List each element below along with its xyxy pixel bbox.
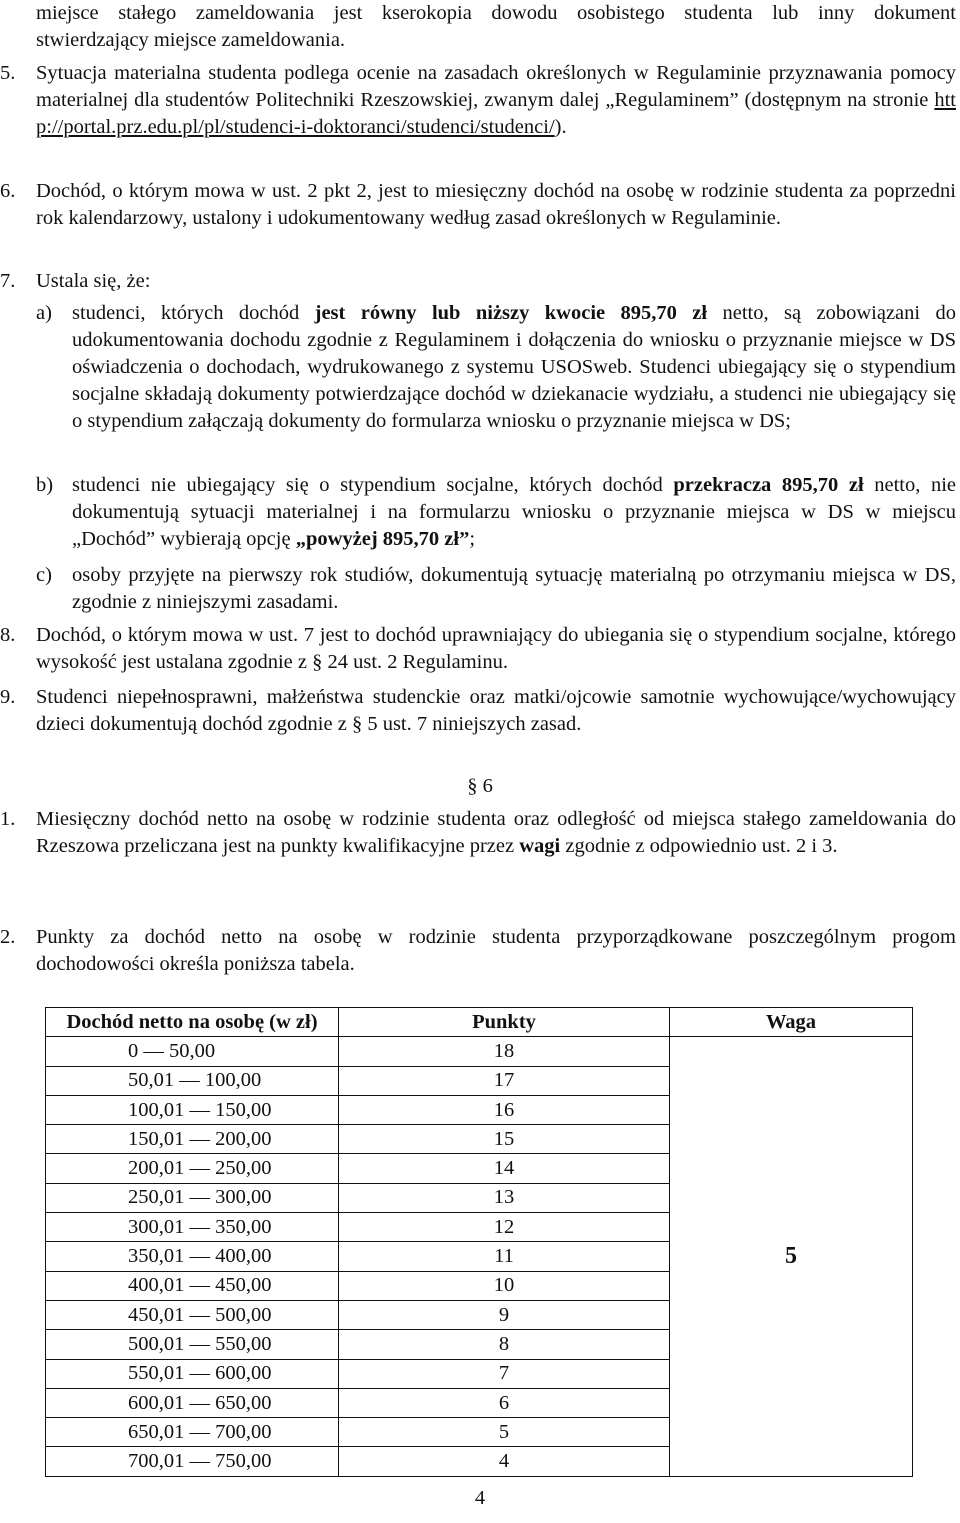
section-heading: § 6 <box>467 775 493 797</box>
points-cell: 18 <box>339 1037 670 1066</box>
subitem-label: b) <box>36 474 54 496</box>
item-text-part: Sytuacja materialna studenta podlega ocenie na zasadach określonych w Regulaminie przyznawania pomocy materialnej dla studentów Politechniki Rzeszowskiej, zwanym dalej „Regulaminem” (dostępnym na stronie <box>36 62 956 111</box>
income-range-cell: 200,01 — 250,00 <box>46 1154 339 1183</box>
table-body <box>46 1037 913 1476</box>
text-part: studenci, których dochód <box>72 302 315 324</box>
intro-paragraph <box>36 0 956 54</box>
income-range-cell: 100,01 — 150,00 <box>46 1095 339 1124</box>
subitem-a <box>36 300 956 435</box>
column-header-points: Punkty <box>339 1008 670 1037</box>
list-item-6 <box>0 178 956 232</box>
points-cell: 17 <box>339 1066 670 1095</box>
column-header-weight: Waga <box>670 1008 913 1037</box>
item-number: 8. <box>0 624 16 646</box>
bold-text: wagi <box>519 835 561 857</box>
item-text: Ustala się, że: <box>36 270 151 292</box>
item-number: 2. <box>0 926 16 948</box>
item-text <box>36 806 956 860</box>
income-range-cell: 150,01 — 200,00 <box>46 1125 339 1154</box>
income-range-cell: 650,01 — 700,00 <box>46 1418 339 1447</box>
item-number: 1. <box>0 808 16 830</box>
intro-line-2: stwierdzający miejsce zameldowania. <box>36 29 346 51</box>
bold-text: „powyżej 895,70 zł” <box>295 528 470 550</box>
income-range-cell: 400,01 — 450,00 <box>46 1271 339 1300</box>
income-range-cell: 600,01 — 650,00 <box>46 1388 339 1417</box>
text-part: netto, są zobowiązani do udokumentowania dochodu zgodnie z Regulaminem i dołączenia do wniosku o przyznanie miejsce w DS oświadczenia o dochodach, wydrukowanego z systemu USOSweb. Studenci ubiegający się o stypendium socjalne składają dokumenty potwierdzające dochód w dziekanacie wydziału, a studenci nie ubiegający się o stypendium załączają dokumenty do formularza wniosku o przyznanie miejsca w DS; <box>72 302 956 432</box>
item-text-part: ). <box>554 116 567 138</box>
section-item-1 <box>0 806 956 860</box>
text-part: studenci nie ubiegający się o stypendium socjalne, których dochód <box>72 474 674 496</box>
income-range-cell: 300,01 — 350,00 <box>46 1213 339 1242</box>
income-range-cell: 250,01 — 300,00 <box>46 1183 339 1212</box>
income-range-cell: 450,01 — 500,00 <box>46 1300 339 1329</box>
points-cell: 14 <box>339 1154 670 1183</box>
item-number: 9. <box>0 686 16 708</box>
points-cell: 13 <box>339 1183 670 1212</box>
table-header-row <box>46 1008 913 1037</box>
list-item-7 <box>0 268 956 295</box>
page-number: 4 <box>474 1487 486 1509</box>
item-text: Studenci niepełnosprawni, małżeństwa studenckie oraz matki/ojcowie samotnie wychowujące/wychowujący dzieci dokumentują dochód zgodnie z § 5 ust. 7 niniejszych zasad. <box>36 686 956 735</box>
points-cell: 11 <box>339 1242 670 1271</box>
subitem-c <box>36 562 956 616</box>
points-cell: 9 <box>339 1300 670 1329</box>
income-range-cell: 500,01 — 550,00 <box>46 1330 339 1359</box>
list-item-5 <box>0 60 956 141</box>
income-range-cell: 0 — 50,00 <box>46 1037 339 1066</box>
subitem-label: c) <box>36 564 52 586</box>
income-points-table <box>45 1007 913 1477</box>
text-part: ; <box>469 528 476 550</box>
item-text: Dochód, o którym mowa w ust. 2 pkt 2, jest to miesięczny dochód na osobę w rodzinie studenta za poprzedni rok kalendarzowy, ustalony i udokumentowany według zasad określonych w Regulaminie. <box>36 180 956 229</box>
bold-text: przekracza 895,70 zł <box>673 474 864 496</box>
text-part: zgodnie z odpowiednio ust. 2 i 3. <box>560 835 838 857</box>
item-text: Dochód, o którym mowa w ust. 7 jest to dochód uprawniający do ubiegania się o stypendium socjalne, którego wysokość jest ustalana zgodnie z § 24 ust. 2 Regulaminu. <box>36 624 956 673</box>
weight-cell: 5 <box>670 1037 913 1476</box>
points-cell: 6 <box>339 1388 670 1417</box>
subitem-text <box>72 472 956 553</box>
subitem-label: a) <box>36 302 52 324</box>
points-cell: 15 <box>339 1125 670 1154</box>
item-number: 7. <box>0 270 16 292</box>
points-cell: 12 <box>339 1213 670 1242</box>
income-range-cell: 550,01 — 600,00 <box>46 1359 339 1388</box>
list-item-9 <box>0 684 956 738</box>
item-text: Punkty za dochód netto na osobę w rodzinie studenta przyporządkowane poszczególnym progom dochodowości określa poniższa tabela. <box>36 926 956 975</box>
regulamin-link[interactable]: http://portal.prz.edu.pl/pl/studenci-i-doktoranci/studenci/studenci/ <box>36 89 956 138</box>
points-cell: 10 <box>339 1271 670 1300</box>
item-number: 5. <box>0 62 16 84</box>
section-item-2 <box>0 924 956 978</box>
bold-text: jest równy lub niższy kwocie 895,70 zł <box>314 302 708 324</box>
text-part: Miesięczny dochód netto na osobę w rodzinie studenta oraz odległość od miejsca stałego zameldowania do Rzeszowa przeliczana jest na punkty kwalifikacyjne przez <box>36 808 956 857</box>
subitem-b <box>36 472 956 553</box>
points-cell: 5 <box>339 1418 670 1447</box>
table-row <box>46 1037 913 1066</box>
income-range-cell: 50,01 — 100,00 <box>46 1066 339 1095</box>
item-text <box>36 60 956 141</box>
column-header-income: Dochód netto na osobę (w zł) <box>46 1008 339 1037</box>
points-cell: 8 <box>339 1330 670 1359</box>
points-cell: 7 <box>339 1359 670 1388</box>
list-item-8 <box>0 622 956 676</box>
item-number: 6. <box>0 180 16 202</box>
points-cell: 4 <box>339 1447 670 1476</box>
subitem-text: osoby przyjęte na pierwszy rok studiów, dokumentują sytuację materialną po otrzymaniu miejsca w DS, zgodnie z niniejszymi zasadami. <box>72 564 956 613</box>
intro-line-1: miejsce stałego zameldowania jest kserokopia dowodu osobistego studenta lub inny dokument <box>36 2 956 24</box>
income-range-cell: 350,01 — 400,00 <box>46 1242 339 1271</box>
text-part: netto, nie dokumentują sytuacji materialnej i na formularzu wniosku o przyznanie miejsca w DS w miejscu „Dochód” wybierają opcję <box>72 474 956 550</box>
income-range-cell: 700,01 — 750,00 <box>46 1447 339 1476</box>
subitem-text <box>72 300 956 435</box>
points-cell: 16 <box>339 1095 670 1124</box>
